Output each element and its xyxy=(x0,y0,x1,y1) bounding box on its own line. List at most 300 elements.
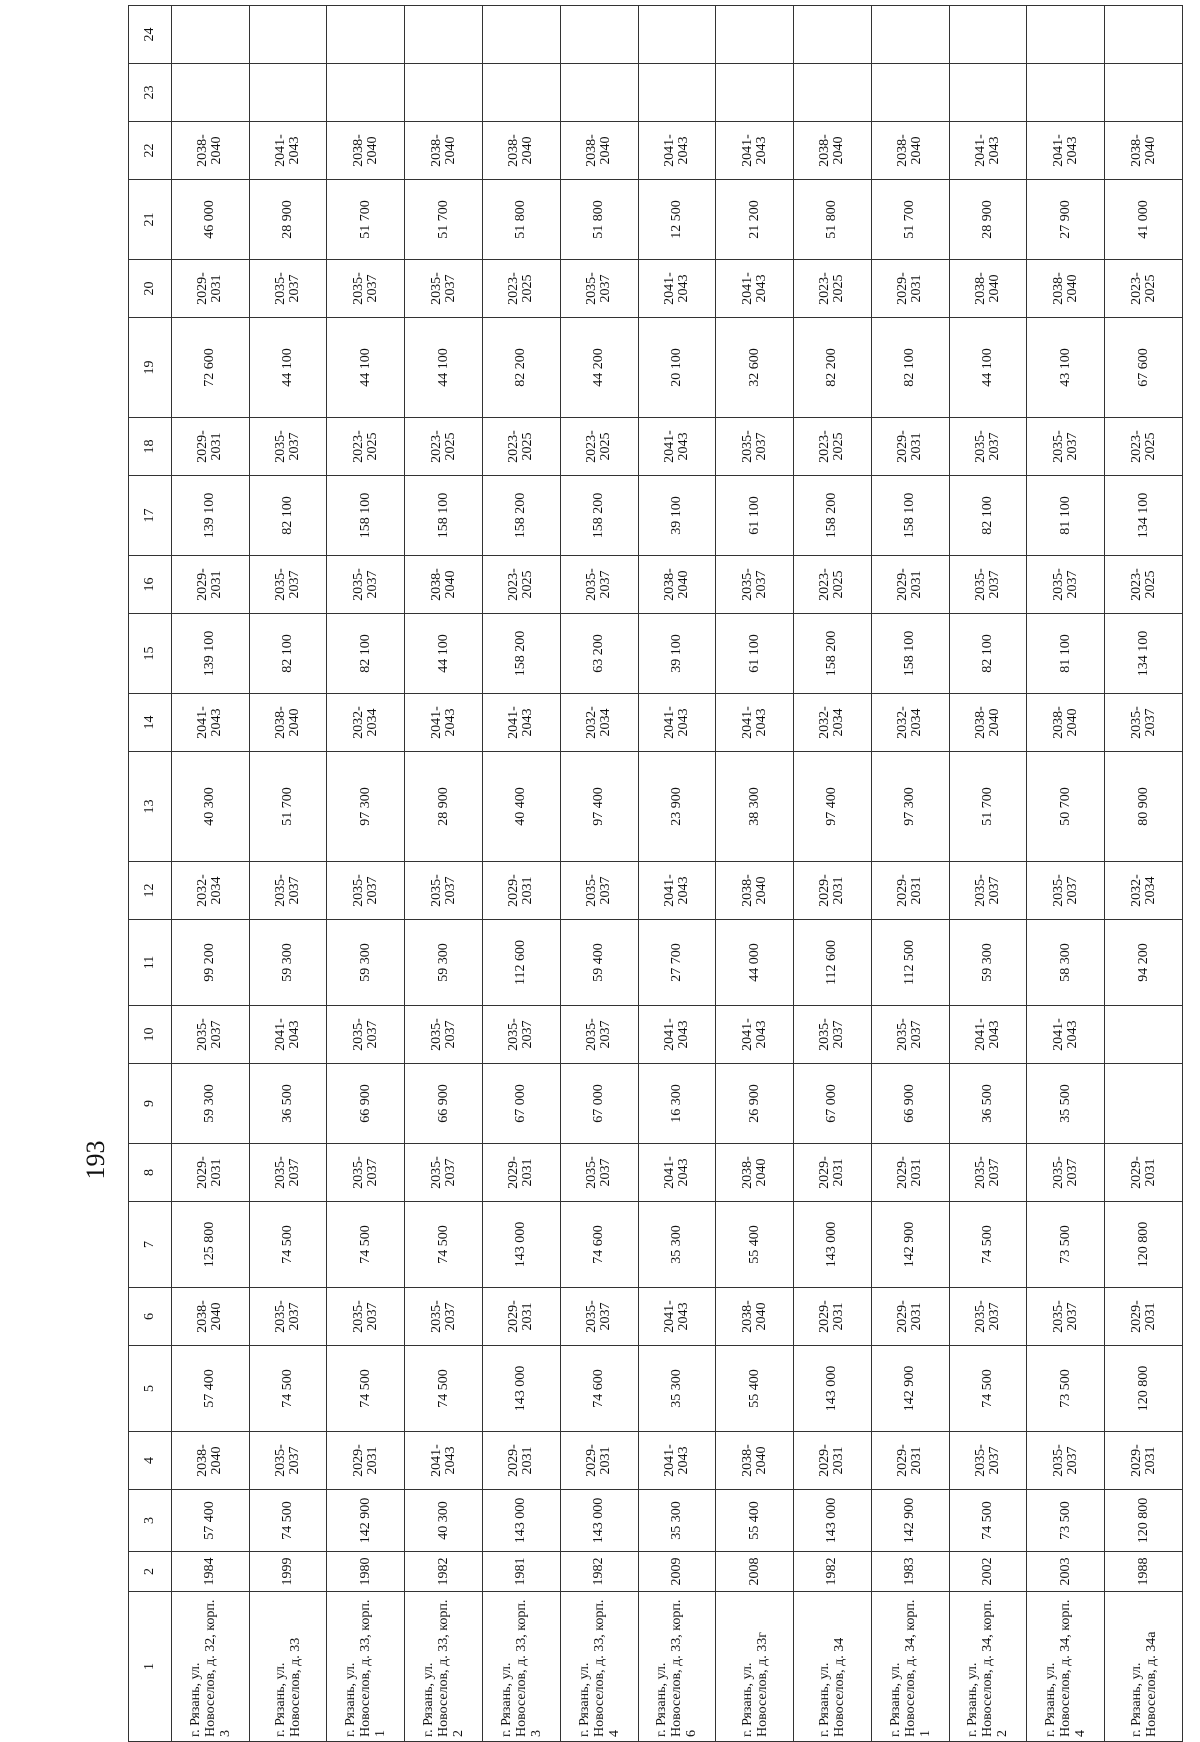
table-cell: 26 900 xyxy=(716,1064,794,1144)
table-cell: 2035-2037 xyxy=(1027,1144,1105,1202)
table-cell: 143 000 xyxy=(794,1202,872,1288)
table-cell: 2041-2043 xyxy=(716,122,794,180)
column-number-header: 15 xyxy=(129,614,172,694)
table-cell: 2035-2037 xyxy=(327,260,405,318)
address-cell: г. Рязань, ул. Новоселов, д. 33, корп. 3 xyxy=(483,1592,561,1742)
address-cell: г. Рязань, ул. Новоселов, д. 34, корп. 4 xyxy=(1027,1592,1105,1742)
table-row xyxy=(171,6,249,1742)
table-cell: 142 900 xyxy=(327,1490,405,1552)
table-cell: 2035-2037 xyxy=(560,260,638,318)
table-cell: 2029-2031 xyxy=(560,1432,638,1490)
table-cell: 57 400 xyxy=(171,1490,249,1552)
table-cell: 74 600 xyxy=(560,1346,638,1432)
table-cell: 142 900 xyxy=(871,1202,949,1288)
column-number-header: 2 xyxy=(129,1552,172,1592)
table-cell: 82 100 xyxy=(871,318,949,418)
address-cell: г. Рязань, ул. Новоселов, д. 33, корп. 6 xyxy=(638,1592,716,1742)
table-row xyxy=(483,6,561,1742)
column-number-header: 9 xyxy=(129,1064,172,1144)
table-cell: 2023-2025 xyxy=(560,418,638,476)
table-row xyxy=(949,6,1027,1742)
column-number-header: 21 xyxy=(129,180,172,260)
table-cell: 82 100 xyxy=(249,614,327,694)
table-cell: 2035-2037 xyxy=(560,556,638,614)
table-cell xyxy=(249,64,327,122)
table-cell: 2035-2037 xyxy=(1027,1432,1105,1490)
table-cell: 57 400 xyxy=(171,1346,249,1432)
table-cell xyxy=(1027,6,1105,64)
table-cell: 44 100 xyxy=(405,614,483,694)
column-number-header: 8 xyxy=(129,1144,172,1202)
table-cell xyxy=(249,6,327,64)
table-cell: 74 500 xyxy=(327,1346,405,1432)
table-cell: 2035-2037 xyxy=(560,1144,638,1202)
table-cell: 51 800 xyxy=(560,180,638,260)
table-cell: 2038-2040 xyxy=(949,694,1027,752)
table-cell: 67 000 xyxy=(794,1064,872,1144)
table-cell: 2038-2040 xyxy=(638,556,716,614)
table-cell xyxy=(483,6,561,64)
table-cell: 2038-2040 xyxy=(871,122,949,180)
table-cell: 143 000 xyxy=(794,1346,872,1432)
page-number: 193 xyxy=(81,1140,110,1180)
table-cell: 97 300 xyxy=(327,752,405,862)
table-cell: 74 500 xyxy=(249,1346,327,1432)
table-cell: 55 400 xyxy=(716,1202,794,1288)
table-cell: 39 100 xyxy=(638,476,716,556)
table-cell: 143 000 xyxy=(483,1202,561,1288)
table-cell: 2002 xyxy=(949,1552,1027,1592)
table-cell: 142 900 xyxy=(871,1346,949,1432)
table-cell: 2029-2031 xyxy=(483,1288,561,1346)
table-cell: 2035-2037 xyxy=(249,556,327,614)
table-cell: 2035-2037 xyxy=(249,418,327,476)
table-row xyxy=(638,6,716,1742)
table-cell: 74 500 xyxy=(327,1202,405,1288)
table-cell: 27 900 xyxy=(1027,180,1105,260)
table-cell: 97 400 xyxy=(794,752,872,862)
table-cell: 44 100 xyxy=(949,318,1027,418)
table-cell: 158 100 xyxy=(871,614,949,694)
table-cell: 2029-2031 xyxy=(871,556,949,614)
address-cell: г. Рязань, ул. Новоселов, д. 33г xyxy=(716,1592,794,1742)
table-cell: 2041-2043 xyxy=(171,694,249,752)
table-cell: 74 500 xyxy=(949,1202,1027,1288)
table-cell: 143 000 xyxy=(794,1490,872,1552)
table-cell: 61 100 xyxy=(716,614,794,694)
table-cell: 73 500 xyxy=(1027,1202,1105,1288)
table-cell: 2038-2040 xyxy=(483,122,561,180)
table-cell: 1988 xyxy=(1105,1552,1183,1592)
column-number-header: 24 xyxy=(129,6,172,64)
table-cell xyxy=(1105,1064,1183,1144)
column-number-header: 23 xyxy=(129,64,172,122)
column-number-header: 1 xyxy=(129,1592,172,1742)
table-cell: 58 300 xyxy=(1027,920,1105,1006)
table-cell: 2035-2037 xyxy=(560,862,638,920)
table-cell: 41 000 xyxy=(1105,180,1183,260)
table-cell: 2041-2043 xyxy=(405,1432,483,1490)
column-number-header: 16 xyxy=(129,556,172,614)
table-row xyxy=(1027,6,1105,1742)
table-cell: 43 100 xyxy=(1027,318,1105,418)
table-cell: 143 000 xyxy=(560,1490,638,1552)
table-cell: 97 300 xyxy=(871,752,949,862)
table-cell: 2035-2037 xyxy=(716,556,794,614)
table-cell: 36 500 xyxy=(949,1064,1027,1144)
table-cell: 2035-2037 xyxy=(949,862,1027,920)
address-cell: г. Рязань, ул. Новоселов, д. 34 xyxy=(794,1592,872,1742)
table-cell xyxy=(794,6,872,64)
table-cell: 36 500 xyxy=(249,1064,327,1144)
table-cell: 139 100 xyxy=(171,476,249,556)
address-cell: г. Рязань, ул. Новоселов, д. 34а xyxy=(1105,1592,1183,1742)
table-cell xyxy=(1105,64,1183,122)
table-cell: 2041-2043 xyxy=(1027,1006,1105,1064)
table-cell: 2008 xyxy=(716,1552,794,1592)
table-cell xyxy=(1105,6,1183,64)
table-cell: 66 900 xyxy=(405,1064,483,1144)
table-cell: 81 100 xyxy=(1027,476,1105,556)
table-cell: 112 600 xyxy=(483,920,561,1006)
table-cell: 2041-2043 xyxy=(949,1006,1027,1064)
table-cell: 81 100 xyxy=(1027,614,1105,694)
table-cell: 2041-2043 xyxy=(716,260,794,318)
table-cell: 40 300 xyxy=(171,752,249,862)
table-cell: 82 100 xyxy=(949,476,1027,556)
column-number-header: 13 xyxy=(129,752,172,862)
table-cell: 2038-2040 xyxy=(405,556,483,614)
table-cell: 20 100 xyxy=(638,318,716,418)
table-row xyxy=(327,6,405,1742)
table-cell: 44 100 xyxy=(327,318,405,418)
table-cell: 61 100 xyxy=(716,476,794,556)
data-table xyxy=(128,5,1183,1742)
table-cell: 2038-2040 xyxy=(1027,260,1105,318)
table-cell: 1984 xyxy=(171,1552,249,1592)
table-cell xyxy=(716,6,794,64)
column-number-header: 11 xyxy=(129,920,172,1006)
table-cell: 2035-2037 xyxy=(716,418,794,476)
table-cell: 35 500 xyxy=(1027,1064,1105,1144)
table-cell: 2035-2037 xyxy=(483,1006,561,1064)
table-cell: 158 200 xyxy=(794,614,872,694)
table-cell: 55 400 xyxy=(716,1346,794,1432)
table-cell: 2035-2037 xyxy=(949,1432,1027,1490)
table-cell: 2035-2037 xyxy=(327,1006,405,1064)
table-cell: 67 000 xyxy=(560,1064,638,1144)
header-row xyxy=(129,6,172,1742)
table-cell: 50 700 xyxy=(1027,752,1105,862)
table-cell: 2032-2034 xyxy=(560,694,638,752)
table-cell: 66 900 xyxy=(327,1064,405,1144)
address-cell: г. Рязань, ул. Новоселов, д. 34, корп. 2 xyxy=(949,1592,1027,1742)
table-cell xyxy=(871,6,949,64)
table-cell: 74 500 xyxy=(405,1346,483,1432)
column-number-header: 14 xyxy=(129,694,172,752)
table-cell: 2035-2037 xyxy=(405,862,483,920)
table-cell: 82 100 xyxy=(327,614,405,694)
table-cell: 2035-2037 xyxy=(1027,862,1105,920)
table-cell: 2038-2040 xyxy=(327,122,405,180)
table-cell: 59 300 xyxy=(405,920,483,1006)
table-cell: 2029-2031 xyxy=(871,1288,949,1346)
column-number-header: 12 xyxy=(129,862,172,920)
table-cell: 2035-2037 xyxy=(249,1288,327,1346)
table-cell: 2038-2040 xyxy=(949,260,1027,318)
table-cell: 2023-2025 xyxy=(1105,260,1183,318)
table-cell: 40 300 xyxy=(405,1490,483,1552)
table-cell: 97 400 xyxy=(560,752,638,862)
table-cell xyxy=(171,64,249,122)
table-cell: 2038-2040 xyxy=(171,122,249,180)
table-cell: 2023-2025 xyxy=(794,556,872,614)
table-cell xyxy=(1027,64,1105,122)
table-cell: 35 300 xyxy=(638,1490,716,1552)
table-cell xyxy=(871,64,949,122)
table-cell: 59 400 xyxy=(560,920,638,1006)
table-cell: 125 800 xyxy=(171,1202,249,1288)
table-cell: 44 100 xyxy=(405,318,483,418)
table-cell: 2041-2043 xyxy=(1027,122,1105,180)
address-cell: г. Рязань, ул. Новоселов, д. 33, корп. 1 xyxy=(327,1592,405,1742)
table-cell xyxy=(716,64,794,122)
table-cell: 2029-2031 xyxy=(871,1432,949,1490)
table-cell: 44 000 xyxy=(716,920,794,1006)
table-cell: 2009 xyxy=(638,1552,716,1592)
table-cell: 32 600 xyxy=(716,318,794,418)
column-number-header: 4 xyxy=(129,1432,172,1490)
table-cell: 59 300 xyxy=(171,1064,249,1144)
table-cell: 82 100 xyxy=(249,476,327,556)
table-cell: 12 500 xyxy=(638,180,716,260)
table-cell: 2035-2037 xyxy=(1105,694,1183,752)
table-cell: 55 400 xyxy=(716,1490,794,1552)
table-cell: 2023-2025 xyxy=(794,418,872,476)
table-cell: 2032-2034 xyxy=(794,694,872,752)
table-cell: 2035-2037 xyxy=(949,1144,1027,1202)
address-cell: г. Рязань, ул. Новоселов, д. 32, корп. 3 xyxy=(171,1592,249,1742)
table-cell: 2035-2037 xyxy=(327,1144,405,1202)
table-cell: 67 000 xyxy=(483,1064,561,1144)
table-cell: 2035-2037 xyxy=(405,1144,483,1202)
table-cell: 2041-2043 xyxy=(638,694,716,752)
table-cell: 2023-2025 xyxy=(483,556,561,614)
table-cell: 2029-2031 xyxy=(794,1144,872,1202)
table-cell: 2023-2025 xyxy=(483,260,561,318)
table-cell: 2035-2037 xyxy=(405,1006,483,1064)
table-cell: 2029-2031 xyxy=(871,260,949,318)
table-cell: 120 800 xyxy=(1105,1202,1183,1288)
table-cell xyxy=(638,64,716,122)
table-cell: 2035-2037 xyxy=(949,418,1027,476)
table-cell: 2023-2025 xyxy=(327,418,405,476)
table-cell: 158 200 xyxy=(483,614,561,694)
table-cell: 82 200 xyxy=(794,318,872,418)
table-cell: 158 200 xyxy=(794,476,872,556)
table-cell: 2035-2037 xyxy=(1027,556,1105,614)
table-cell: 73 500 xyxy=(1027,1490,1105,1552)
table-cell: 120 800 xyxy=(1105,1490,1183,1552)
table-cell: 51 700 xyxy=(249,752,327,862)
table-cell xyxy=(638,6,716,64)
table-cell: 28 900 xyxy=(949,180,1027,260)
table-cell: 2038-2040 xyxy=(716,1288,794,1346)
table-cell: 74 600 xyxy=(560,1202,638,1288)
table-cell: 2035-2037 xyxy=(327,1288,405,1346)
table-cell: 2035-2037 xyxy=(249,1432,327,1490)
table-cell: 2041-2043 xyxy=(638,1006,716,1064)
table-cell: 51 700 xyxy=(871,180,949,260)
table-cell: 59 300 xyxy=(249,920,327,1006)
table-cell: 39 100 xyxy=(638,614,716,694)
table-cell: 67 600 xyxy=(1105,318,1183,418)
table-cell: 143 000 xyxy=(483,1490,561,1552)
table-cell: 2029-2031 xyxy=(794,1288,872,1346)
table-cell: 35 300 xyxy=(638,1346,716,1432)
table-cell: 2032-2034 xyxy=(171,862,249,920)
address-cell: г. Рязань, ул. Новоселов, д. 33, корп. 2 xyxy=(405,1592,483,1742)
table-cell: 2032-2034 xyxy=(327,694,405,752)
table-cell: 94 200 xyxy=(1105,920,1183,1006)
table-cell: 73 500 xyxy=(1027,1346,1105,1432)
table-cell: 2023-2025 xyxy=(1105,418,1183,476)
table-cell: 2035-2037 xyxy=(1027,1288,1105,1346)
table-row xyxy=(716,6,794,1742)
rotated-table-container xyxy=(128,27,1183,1742)
table-cell: 2029-2031 xyxy=(871,418,949,476)
table-cell: 134 100 xyxy=(1105,476,1183,556)
table-cell: 2038-2040 xyxy=(794,122,872,180)
table-cell: 2035-2037 xyxy=(405,260,483,318)
table-cell xyxy=(949,6,1027,64)
table-cell: 74 500 xyxy=(405,1202,483,1288)
table-row xyxy=(560,6,638,1742)
table-cell: 2038-2040 xyxy=(1105,122,1183,180)
table-cell: 2035-2037 xyxy=(249,1144,327,1202)
table-cell: 2029-2031 xyxy=(483,1144,561,1202)
table-cell: 63 200 xyxy=(560,614,638,694)
table-cell: 2038-2040 xyxy=(171,1432,249,1490)
table-cell xyxy=(949,64,1027,122)
table-cell: 158 100 xyxy=(405,476,483,556)
table-cell: 2035-2037 xyxy=(794,1006,872,1064)
column-number-header: 6 xyxy=(129,1288,172,1346)
table-cell: 2035-2037 xyxy=(1027,418,1105,476)
column-number-header: 19 xyxy=(129,318,172,418)
table-cell xyxy=(483,64,561,122)
table-cell: 74 500 xyxy=(949,1346,1027,1432)
table-cell: 2035-2037 xyxy=(249,260,327,318)
table-cell: 1980 xyxy=(327,1552,405,1592)
table-cell: 99 200 xyxy=(171,920,249,1006)
table-cell: 2041-2043 xyxy=(716,694,794,752)
table-cell: 2038-2040 xyxy=(716,1432,794,1490)
table-cell: 2029-2031 xyxy=(871,1144,949,1202)
table-cell: 16 300 xyxy=(638,1064,716,1144)
table-cell: 2023-2025 xyxy=(483,418,561,476)
table-cell: 2041-2043 xyxy=(638,1144,716,1202)
table-cell xyxy=(327,6,405,64)
table-cell: 2038-2040 xyxy=(716,862,794,920)
table-cell xyxy=(405,64,483,122)
table-cell: 2035-2037 xyxy=(249,862,327,920)
address-cell: г. Рязань, ул. Новоселов, д. 33 xyxy=(249,1592,327,1742)
table-cell: 74 500 xyxy=(949,1490,1027,1552)
table-cell: 2029-2031 xyxy=(1105,1144,1183,1202)
table-cell: 82 200 xyxy=(483,318,561,418)
table-cell: 59 300 xyxy=(949,920,1027,1006)
table-cell: 2035-2037 xyxy=(560,1006,638,1064)
table-cell: 2035-2037 xyxy=(560,1288,638,1346)
table-cell: 74 500 xyxy=(249,1202,327,1288)
table-cell: 21 200 xyxy=(716,180,794,260)
table-cell: 1982 xyxy=(794,1552,872,1592)
table-cell: 1981 xyxy=(483,1552,561,1592)
table-cell: 2035-2037 xyxy=(871,1006,949,1064)
table-cell: 2029-2031 xyxy=(794,862,872,920)
table-cell: 44 100 xyxy=(249,318,327,418)
table-cell: 2029-2031 xyxy=(483,862,561,920)
table-cell: 1982 xyxy=(560,1552,638,1592)
table-cell: 2023-2025 xyxy=(1105,556,1183,614)
table-cell: 2041-2043 xyxy=(638,1432,716,1490)
table-cell: 51 700 xyxy=(327,180,405,260)
table-cell: 158 100 xyxy=(327,476,405,556)
table-cell: 2041-2043 xyxy=(249,122,327,180)
table-cell: 134 100 xyxy=(1105,614,1183,694)
table-cell xyxy=(560,6,638,64)
table-cell: 2003 xyxy=(1027,1552,1105,1592)
table-cell: 2029-2031 xyxy=(871,862,949,920)
table-cell: 2041-2043 xyxy=(716,1006,794,1064)
column-number-header: 3 xyxy=(129,1490,172,1552)
table-cell: 143 000 xyxy=(483,1346,561,1432)
table-cell: 2041-2043 xyxy=(483,694,561,752)
table-cell: 158 200 xyxy=(483,476,561,556)
table-cell: 51 800 xyxy=(483,180,561,260)
table-cell: 120 800 xyxy=(1105,1346,1183,1432)
table-cell: 44 200 xyxy=(560,318,638,418)
table-row xyxy=(794,6,872,1742)
table-cell: 1999 xyxy=(249,1552,327,1592)
table-cell: 2029-2031 xyxy=(794,1432,872,1490)
table-cell: 46 000 xyxy=(171,180,249,260)
table-cell: 2023-2025 xyxy=(794,260,872,318)
table-row xyxy=(1105,6,1183,1742)
table-cell: 112 600 xyxy=(794,920,872,1006)
column-number-header: 5 xyxy=(129,1346,172,1432)
table-row xyxy=(405,6,483,1742)
table-cell: 2029-2031 xyxy=(171,1144,249,1202)
table-cell: 2029-2031 xyxy=(483,1432,561,1490)
table-cell: 2035-2037 xyxy=(327,556,405,614)
table-cell: 38 300 xyxy=(716,752,794,862)
table-cell: 66 900 xyxy=(871,1064,949,1144)
table-cell: 27 700 xyxy=(638,920,716,1006)
table-cell: 2035-2037 xyxy=(949,556,1027,614)
table-cell: 51 800 xyxy=(794,180,872,260)
column-number-header: 7 xyxy=(129,1202,172,1288)
table-area xyxy=(128,27,1183,1742)
column-number-header: 22 xyxy=(129,122,172,180)
table-cell: 2035-2037 xyxy=(949,1288,1027,1346)
table-cell: 2029-2031 xyxy=(171,418,249,476)
table-cell: 2038-2040 xyxy=(1027,694,1105,752)
table-cell: 2032-2034 xyxy=(871,694,949,752)
table-cell: 2041-2043 xyxy=(638,418,716,476)
table-cell xyxy=(560,64,638,122)
